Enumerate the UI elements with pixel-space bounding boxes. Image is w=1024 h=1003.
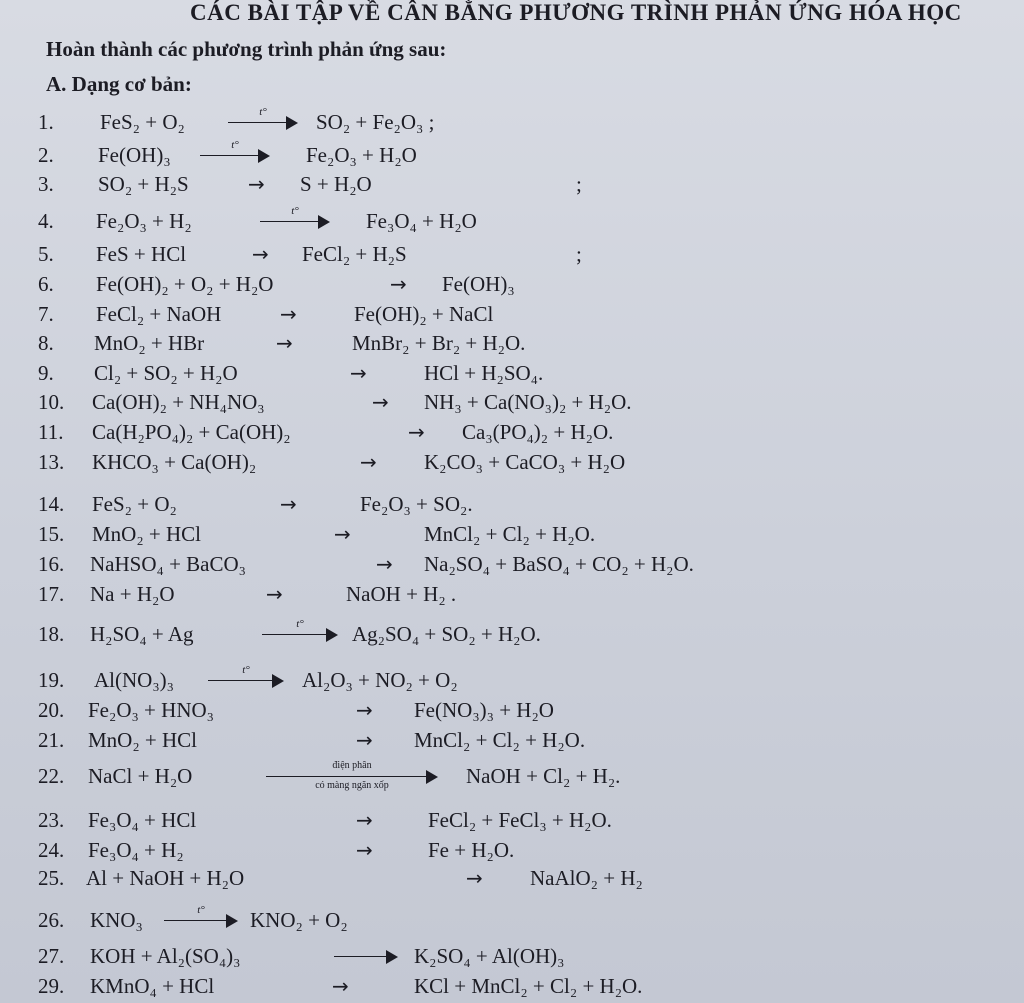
equation-row	[0, 944, 1024, 974]
arrow-icon: →	[360, 450, 377, 474]
equation-row	[0, 361, 1024, 391]
reactants: NaCl + H₂O	[88, 764, 193, 788]
reactants: MnO₂ + HBr	[94, 331, 205, 355]
arrow-icon: →	[252, 242, 269, 266]
equation-number: 26.	[38, 908, 65, 932]
arrow-icon: →	[466, 866, 483, 890]
equation-number: 2.	[38, 143, 54, 167]
equation-row	[0, 618, 1024, 652]
equation-number: 10.	[38, 390, 65, 414]
arrow-icon: →	[390, 272, 407, 296]
arrow-icon: →	[248, 172, 265, 196]
products: MnCl₂ + Cl₂ + H₂O.	[414, 728, 586, 752]
equation-number: 1.	[38, 110, 54, 134]
products: Fe₂O₃ + H₂O	[306, 143, 417, 167]
products: MnBr₂ + Br₂ + H₂O.	[352, 331, 526, 355]
products: SO₂ + Fe₂O₃ ;	[316, 110, 435, 134]
reactants: FeS₂ + O₂	[100, 110, 185, 134]
arrow-icon: →	[334, 522, 351, 546]
products: Na₂SO₄ + BaSO₄ + CO₂ + H₂O.	[424, 552, 694, 576]
reactants: Cl₂ + SO₂ + H₂O	[94, 361, 238, 385]
equation-row	[0, 522, 1024, 552]
equation-number: 4.	[38, 209, 54, 233]
products: Fe + H₂O.	[428, 838, 515, 862]
electrolysis-arrow: điện phân có màng ngăn xốp	[266, 764, 438, 788]
equation-number: 18.	[38, 622, 65, 646]
equation-row	[0, 172, 1024, 202]
reactants: Fe₂O₃ + H₂	[96, 209, 192, 233]
products: NH₃ + Ca(NO₃)₂ + H₂O.	[424, 390, 632, 414]
equation-number: 6.	[38, 272, 54, 296]
arrow-icon: →	[356, 838, 373, 862]
semicolon: ;	[576, 242, 582, 266]
equation-number: 3.	[38, 172, 54, 196]
reactants: KHCO₃ + Ca(OH)₂	[92, 450, 257, 474]
arrow-icon: →	[280, 492, 297, 516]
reaction-arrow	[334, 944, 398, 968]
products: KNO₂ + O₂	[250, 908, 348, 932]
equation-row	[0, 552, 1024, 582]
reactants: KNO₃	[90, 908, 143, 932]
arrow-icon: →	[350, 361, 367, 385]
reactants: KOH + Al₂(SO₄)₃	[90, 944, 241, 968]
reactants: SO₂ + H₂S	[98, 172, 189, 196]
equation-row	[0, 838, 1024, 868]
products: Al₂O₃ + NO₂ + O₂	[302, 668, 458, 692]
products: S + H₂O	[300, 172, 372, 196]
reactants: Ca(H₂PO₄)₂ + Ca(OH)₂	[92, 420, 291, 444]
heat-arrow: t°	[260, 209, 330, 233]
products: NaOH + H₂ .	[346, 582, 457, 606]
reactants: H₂SO₄ + Ag	[90, 622, 194, 646]
arrow-icon: →	[280, 302, 297, 326]
equation-row	[0, 302, 1024, 332]
equation-row	[0, 760, 1024, 794]
reactants: Al + NaOH + H₂O	[86, 866, 245, 890]
heat-arrow: t°	[200, 143, 270, 167]
equation-row	[0, 272, 1024, 302]
reactants: MnO₂ + HCl	[88, 728, 198, 752]
equation-row	[0, 728, 1024, 758]
equation-number: 25.	[38, 866, 65, 890]
products: FeCl₂ + FeCl₃ + H₂O.	[428, 808, 612, 832]
products: Ag₂SO₄ + SO₂ + H₂O.	[352, 622, 541, 646]
equation-number: 5.	[38, 242, 54, 266]
equation-number: 21.	[38, 728, 65, 752]
equation-number: 23.	[38, 808, 65, 832]
reactants: FeCl₂ + NaOH	[96, 302, 222, 326]
equation-row	[0, 808, 1024, 838]
arrow-icon: →	[356, 698, 373, 722]
equation-number: 7.	[38, 302, 54, 326]
reactants: Fe₃O₄ + H₂	[88, 838, 184, 862]
reactants: Fe(OH)₃	[98, 143, 171, 167]
semicolon: ;	[576, 172, 582, 196]
products: NaAlO₂ + H₂	[530, 866, 643, 890]
equation-number: 16.	[38, 552, 65, 576]
products: Fe(OH)₂ + NaCl	[354, 302, 494, 326]
equation-row	[0, 420, 1024, 450]
products: Fe(OH)₃	[442, 272, 515, 296]
equation-row	[0, 242, 1024, 272]
equation-number: 8.	[38, 331, 54, 355]
arrow-icon: →	[266, 582, 283, 606]
arrow-icon: →	[408, 420, 425, 444]
heat-arrow: t°	[164, 908, 238, 932]
equation-number: 20.	[38, 698, 65, 722]
equation-number: 24.	[38, 838, 65, 862]
reactants: Fe₃O₄ + HCl	[88, 808, 197, 832]
products: K₂CO₃ + CaCO₃ + H₂O	[424, 450, 626, 474]
reactants: Fe(OH)₂ + O₂ + H₂O	[96, 272, 274, 296]
arrow-icon: →	[376, 552, 393, 576]
page-title: CÁC BÀI TẬP VỀ CÂN BẰNG PHƯƠNG TRÌNH PHẢN ỨNG HÓA HỌC	[190, 0, 962, 25]
equation-number: 15.	[38, 522, 65, 546]
equation-number: 11.	[38, 420, 64, 444]
heat-arrow: t°	[208, 668, 284, 692]
products: MnCl₂ + Cl₂ + H₂O.	[424, 522, 596, 546]
equation-row	[0, 698, 1024, 728]
equation-row	[0, 664, 1024, 698]
equation-row	[0, 492, 1024, 522]
equation-number: 13.	[38, 450, 65, 474]
products: Fe(NO₃)₃ + H₂O	[414, 698, 554, 722]
equation-row	[0, 205, 1024, 239]
heat-arrow: t°	[262, 622, 338, 646]
reactants: Na + H₂O	[90, 582, 175, 606]
products: NaOH + Cl₂ + H₂.	[466, 764, 621, 788]
products: Fe₂O₃ + SO₂.	[360, 492, 473, 516]
equation-row	[0, 331, 1024, 361]
arrow-icon: →	[356, 808, 373, 832]
heat-arrow: t°	[228, 110, 298, 134]
equation-row	[0, 139, 1024, 173]
reactants: Ca(OH)₂ + NH₄NO₃	[92, 390, 265, 414]
reactants: FeS + HCl	[96, 242, 187, 266]
equation-row	[0, 974, 1024, 1003]
arrow-icon: →	[332, 974, 349, 998]
products: K₂SO₄ + Al(OH)₃	[414, 944, 565, 968]
section-heading: A. Dạng cơ bản:	[46, 72, 192, 96]
equation-number: 22.	[38, 764, 65, 788]
equation-row	[0, 582, 1024, 612]
products: HCl + H₂SO₄.	[424, 361, 544, 385]
reactants: NaHSO₄ + BaCO₃	[90, 552, 246, 576]
equation-number: 27.	[38, 944, 65, 968]
equation-number: 19.	[38, 668, 65, 692]
arrow-icon: →	[276, 331, 293, 355]
equation-number: 17.	[38, 582, 65, 606]
reactants: FeS₂ + O₂	[92, 492, 177, 516]
equation-row	[0, 866, 1024, 896]
products: Ca₃(PO₄)₂ + H₂O.	[462, 420, 614, 444]
reactants: MnO₂ + HCl	[92, 522, 202, 546]
reactants: Fe₂O₃ + HNO₃	[88, 698, 214, 722]
arrow-icon: →	[356, 728, 373, 752]
arrow-icon: →	[372, 390, 389, 414]
equation-row	[0, 390, 1024, 420]
equation-row	[0, 450, 1024, 480]
products: KCl + MnCl₂ + Cl₂ + H₂O.	[414, 974, 643, 998]
equation-row	[0, 904, 1024, 938]
products: Fe₃O₄ + H₂O	[366, 209, 477, 233]
products: FeCl₂ + H₂S	[302, 242, 407, 266]
reactants: Al(NO₃)₃	[94, 668, 174, 692]
equation-number: 29.	[38, 974, 65, 998]
equation-row	[0, 106, 1024, 140]
equation-number: 9.	[38, 361, 54, 385]
instruction-text: Hoàn thành các phương trình phản ứng sau:	[46, 37, 447, 61]
reactants: KMnO₄ + HCl	[90, 974, 215, 998]
equation-number: 14.	[38, 492, 65, 516]
